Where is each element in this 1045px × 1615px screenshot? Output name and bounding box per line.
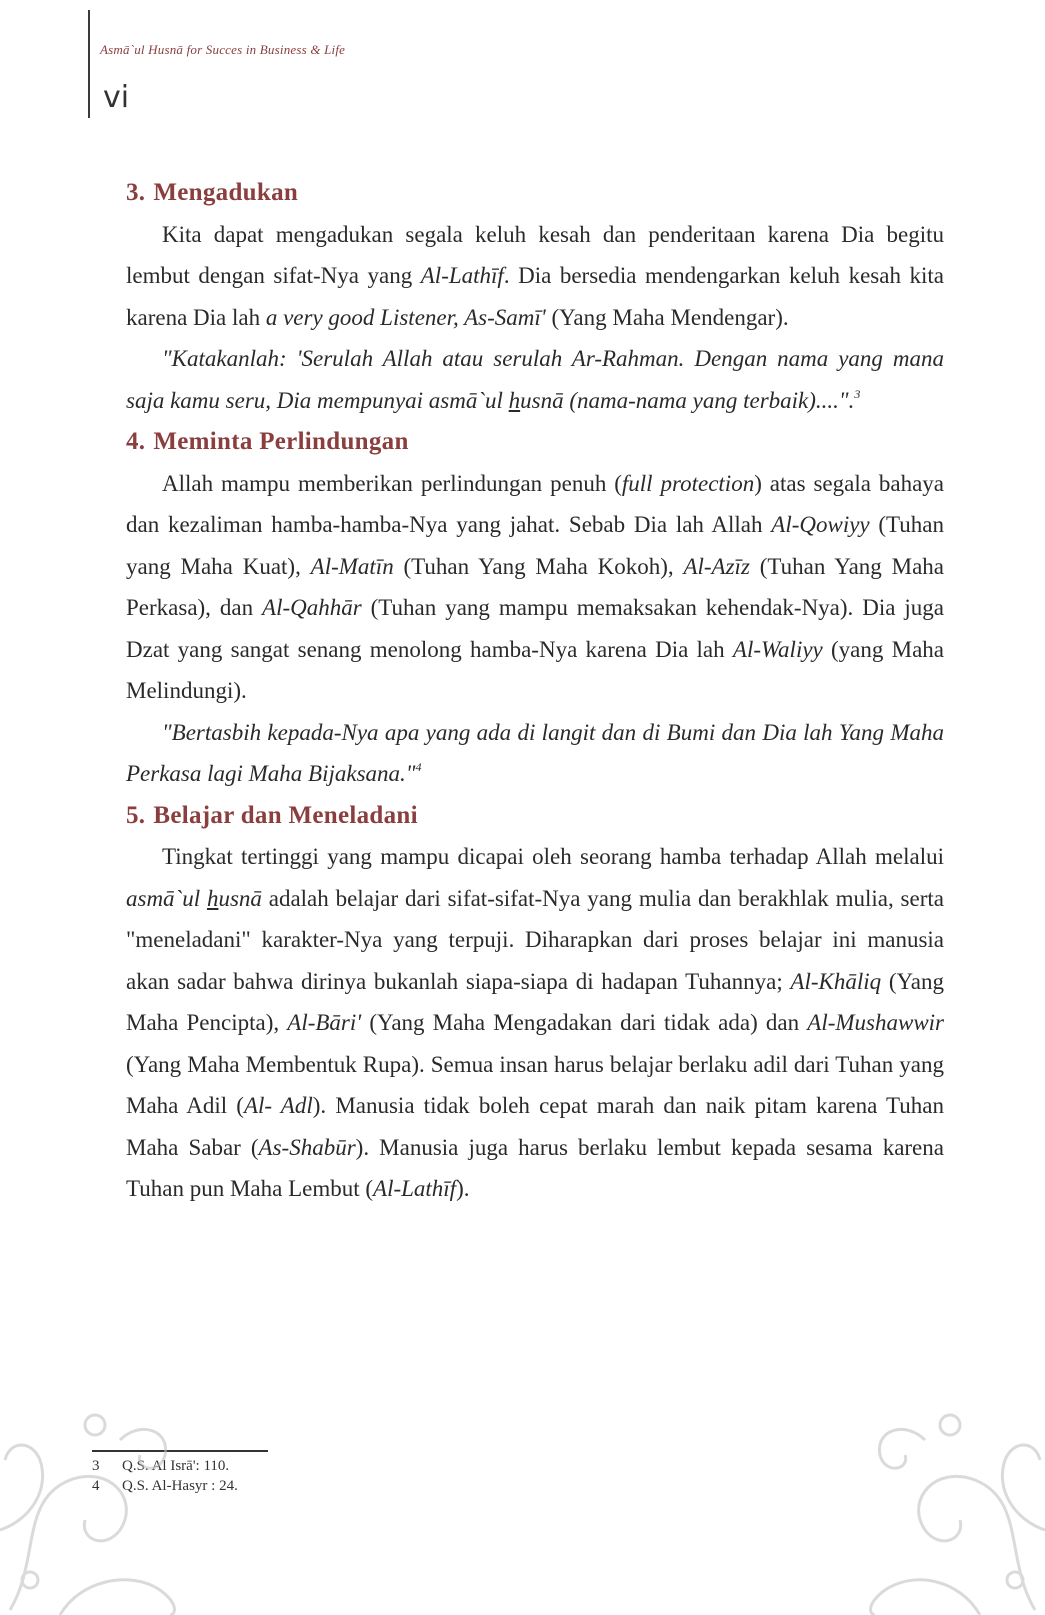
section-paragraph [126,214,944,339]
text-run: h [508,387,521,413]
running-head: Asmā`ul Husnā for Succes in Business & Life [100,42,346,57]
italic-term: Al-Matīn [310,553,394,579]
text-run: (Tuhan yang mampu memaksakan kehendak-Nya). Dia juga Dzat yang sangat senang menolong hamba-Nya karena Dia lah [126,595,944,662]
quran-quote [126,712,944,795]
text-run: ). Manusia tidak boleh cepat marah dan naik pitam karena Tuhan Maha Sabar ( [126,1093,944,1160]
text-run: (Yang Maha Membentuk Rupa). Semua insan harus belajar berlaku adil dari Tuhan yang Maha Adil ( [126,1051,944,1118]
text-run: (Tuhan Yang Maha Perkasa), dan [126,553,944,620]
footnote: 4 Q.S. Al-Hasyr : 24. [92,1478,238,1494]
italic-term: Al-Khāliq [790,968,882,994]
italic-term: h [206,885,219,911]
section-heading-4: 4. Meminta Perlindungan [126,428,409,455]
text-run: adalah belajar dari sifat-sifat-Nya yang mulia dan berakhlak mulia, serta "meneladani" karakter-Nya yang terpuji. Diharapkan dari proses belajar ini manusia akan sadar bahwa dirinya bukanlah siapa-siapa di hadapan Tuhannya; [126,885,944,994]
text-run: "Katakanlah: 'Serulah Allah atau serulah Ar-Rahman. Dengan nama yang mana saja kamu seru, Dia mempunyai asmā`ul [126,346,944,413]
floral-ornament-right [830,1370,1045,1615]
section-heading-5: 5. Belajar dan Meneladani [126,801,418,829]
text-run: Allah mampu memberikan perlindungan penuh ( [162,470,622,496]
text-run: (Tuhan yang Maha Kuat), [126,512,945,579]
section-paragraph [126,463,944,712]
italic-term: Al-Azīz [683,553,750,579]
italic-term: Al-Qowiyy [771,512,870,537]
italic-term: a very good Listener, As-Samī' [265,304,546,330]
italic-term: Al-Lathīf [420,263,504,288]
text-run: usnā (nama-nama yang terbaik)....". [520,387,855,413]
text-run: (Tuhan Yang Maha Kokoh), [393,553,684,579]
text-run: (Yang Maha Mendengar). [545,304,789,330]
italic-term: Al- Adl [243,1093,313,1118]
italic-term: full protection [621,470,755,496]
text-run: "Bertasbih kepada-Nya apa yang ada di langit dan di Bumi dan Dia lah Yang Maha Perkasa lagi Maha Bijaksana." [126,719,944,786]
italic-term: Al-Qahhār [262,595,362,620]
italic-term: usnā [218,885,262,911]
text-run: (Yang Maha Pencipta), [126,968,944,1035]
body-content [126,172,944,1210]
text-run: Tingkat tertinggi yang mampu dicapai oleh seorang hamba terhadap Allah melalui [162,844,944,869]
text-run: ). [456,1176,470,1201]
text-run: Kita dapat mengadukan segala keluh kesah dan penderitaan karena Dia begitu lembut dengan sifat-Nya yang [126,221,944,288]
header-rule [88,10,90,118]
floral-ornament-left [0,1380,200,1615]
footnote-marker: 4 [415,760,422,774]
italic-term: Al-Mushawwir [807,1010,944,1035]
text-run: (yang Maha Melindungi). [126,636,944,703]
italic-term: Al-Bāri' [287,1010,362,1035]
page-number: vi [103,80,130,115]
section-heading-3: 3. Mengadukan [126,179,299,206]
italic-term: asmā`ul [126,885,207,911]
footnote-marker: 3 [854,386,861,401]
text-run: ). Manusia juga harus berlaku lembut kepada sesama karena Tuhan pun Maha Lembut ( [126,1134,944,1201]
section-paragraph [126,836,944,1210]
footnote: 3 Q.S. Al Isrā': 110. [92,1458,230,1474]
text-run: . Dia bersedia mendengarkan keluh kesah kita karena Dia lah [126,263,944,330]
text-run: (Yang Maha Mengadakan dari tidak ada) dan [361,1010,808,1035]
italic-term: Al-Waliyy [732,636,823,662]
italic-term: As-Shabūr [258,1134,356,1160]
italic-term: Al-Lathīf [373,1176,457,1201]
quran-quote [126,338,944,421]
text-run: ) atas segala bahaya dan kezaliman hamba-hamba-Nya yang jahat. Sebab Dia lah Allah [126,470,944,537]
